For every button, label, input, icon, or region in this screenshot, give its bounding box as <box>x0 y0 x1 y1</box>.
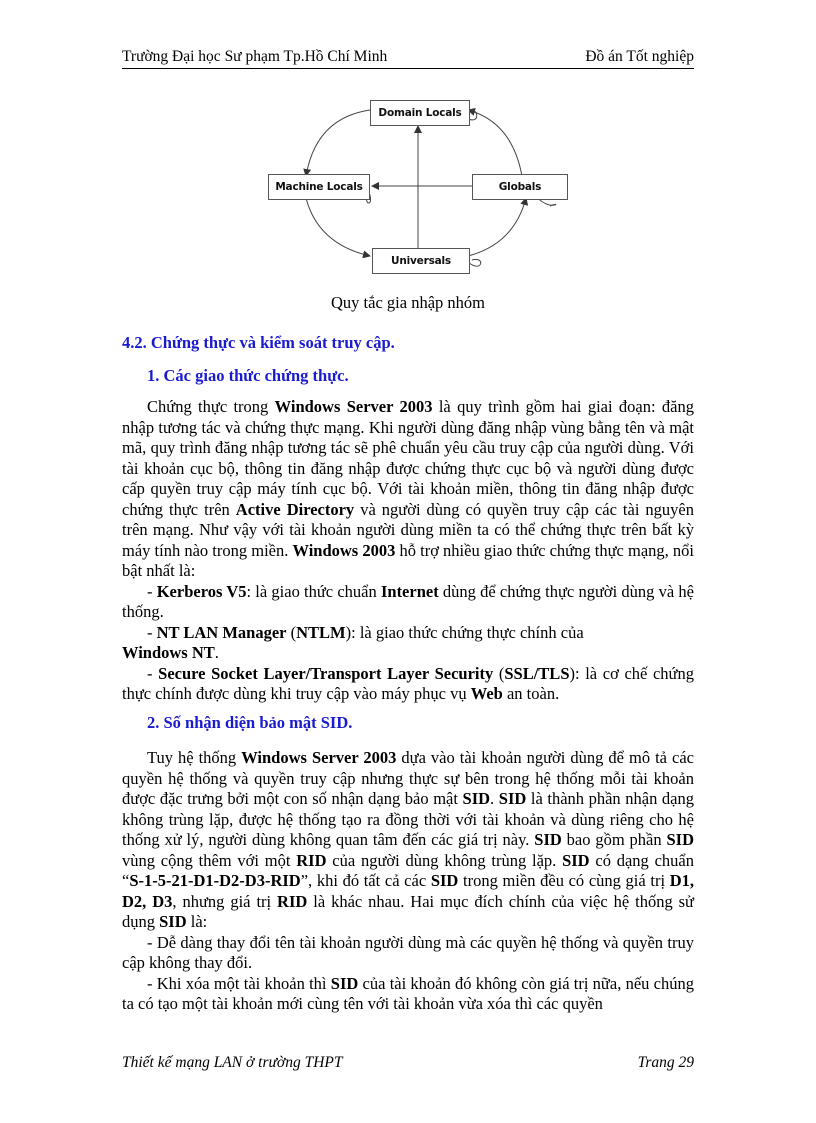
bullet-ntlm: - NT LAN Manager (NTLM): là giao thức chứng thực chính của <box>147 622 584 642</box>
machine-locals-label: Machine Locals <box>275 181 363 193</box>
bold-term: S-1-5-21-D1-D2-D3-RID <box>129 871 301 890</box>
bullet-delete: - Khi xóa một tài khoản thì SID của tài khoản đó không còn giá trị nữa, nếu chúng ta có tạo một tài khoản mới cùng tên với tài khoản vừa xóa thì các quyền <box>122 973 694 1013</box>
bold-term: Web <box>470 684 503 703</box>
diagram-caption: Quy tắc gia nhập nhóm <box>331 293 485 312</box>
bold-term: Windows NT <box>122 643 215 662</box>
bold-term: SID <box>330 973 359 993</box>
group-nesting-diagram <box>268 96 568 281</box>
bold-term: Windows Server 2003 <box>274 397 433 416</box>
universals-node <box>372 248 470 274</box>
section-title: 4.2. Chứng thực và kiểm soát truy cập. <box>122 333 395 352</box>
universals-label: Universals <box>391 255 451 267</box>
subsection-title-protocols: 1. Các giao thức chứng thực. <box>147 366 349 385</box>
header-school: Trường Đại học Sư phạm Tp.Hồ Chí Minh <box>122 48 388 65</box>
bold-term: Windows 2003 <box>292 540 396 560</box>
auth-paragraph: Chứng thực trong Windows Server 2003 là quy trình gồm hai giai đoạn: đăng nhập tương tác và chứng thực mạng. Khi người dùng đăng nhập vùng bằng tên và mật mã, quy trình đăng nhập tương tác sẽ phê chuẩn yêu cầu truy cập của người dùng. Với tài khoản cục bộ, thông tin đăng nhập được chứng thực cục bộ và người dùng được cấp quyền truy cập máy tính cục bộ. Với tài khoản miền, thông tin đăng nhập được chứng thực trên Active Directory và người dùng có quyền truy cập các tài nguyên trên mạng. Như vậy với tài khoản người dùng miền ta có thể chứng thực trên bất kỳ máy tính nào trong miền. Windows 2003 hỗ trợ nhiều giao thức chứng thực mạng, nổi bật nhất là: <box>122 397 694 580</box>
domain-locals-label: Domain Locals <box>378 107 462 119</box>
bold-term: RID <box>277 891 308 911</box>
bold-term: Windows Server 2003 <box>241 748 397 767</box>
bold-term: SID <box>498 789 527 808</box>
bold-term: SID <box>562 850 590 870</box>
sid-paragraph: Tuy hệ thống Windows Server 2003 dựa vào tài khoản người dùng để mô tả các quyền hệ thống và quyền truy cập nhưng thực sự bên trong hệ thống mỗi tài khoản được đặc trưng bởi một con số nhận dạng bảo mật SID. SID là thành phần nhận dạng không trùng lặp, được hệ thống tạo ra đồng thời với tài khoản và dùng riêng cho hệ thống xử lý, người dùng không quan tâm đến các giá trị này. SID bao gồm phần SID vùng cộng thêm với một RID của người dùng không trùng lặp. SID có dạng chuẩn “S-1-5-21-D1-D2-D3-RID”, khi đó tất cả các SID trong miền đều có cùng giá trị D1, D2, D3, nhưng giá trị RID là khác nhau. Hai mục đích chính của việc hệ thống sử dụng SID là: <box>122 748 695 931</box>
bold-term: Active Directory <box>235 499 355 519</box>
bold-term: SID <box>462 789 491 808</box>
bold-term: Internet <box>380 581 439 601</box>
bold-term: NT LAN Manager <box>156 622 287 642</box>
page-header <box>122 46 694 69</box>
bullet-ntlm-cont: Windows NT. <box>122 643 219 662</box>
auth-body <box>122 397 694 705</box>
bullet-kerberos: - Kerberos V5: là giao thức chuẩn Internet dùng để chứng thực người dùng và hệ thống. <box>122 581 695 621</box>
page-footer <box>122 1054 694 1072</box>
footer-title: Thiết kế mạng LAN ở trường THPT <box>122 1054 343 1071</box>
bold-term: SID <box>159 912 187 931</box>
bullet-rename: - Dễ dàng thay đổi tên tài khoản người dùng mà các quyền hệ thống và quyền truy cập không thay đổi. <box>122 932 694 972</box>
globals-node <box>472 174 568 200</box>
bold-term: Secure Socket Layer/Transport Layer Security <box>158 663 494 683</box>
globals-label: Globals <box>498 181 542 193</box>
bold-term: D1, D2, D3 <box>122 871 694 911</box>
bold-term: SID <box>430 871 459 890</box>
header-doc-type: Đồ án Tốt nghiệp <box>585 48 694 65</box>
sid-body <box>122 748 694 1015</box>
subsection-title-sid: 2. Số nhận diện bảo mật SID. <box>147 713 353 732</box>
bold-term: SSL/TLS <box>504 663 570 683</box>
domain-locals-node <box>370 100 470 126</box>
machine-locals-node <box>268 174 370 200</box>
bold-term: Kerberos V5 <box>156 581 247 601</box>
page-number: Trang 29 <box>637 1054 694 1071</box>
bold-term: SID <box>534 830 562 849</box>
bold-term: SID <box>666 830 694 849</box>
bold-term: RID <box>296 850 327 870</box>
bullet-ssl: - Secure Socket Layer/Transport Layer Security (SSL/TLS): là cơ chế chứng thực chính được dùng khi truy cập vào máy phục vụ Web an toàn. <box>122 663 694 703</box>
bold-term: NTLM <box>296 622 346 642</box>
